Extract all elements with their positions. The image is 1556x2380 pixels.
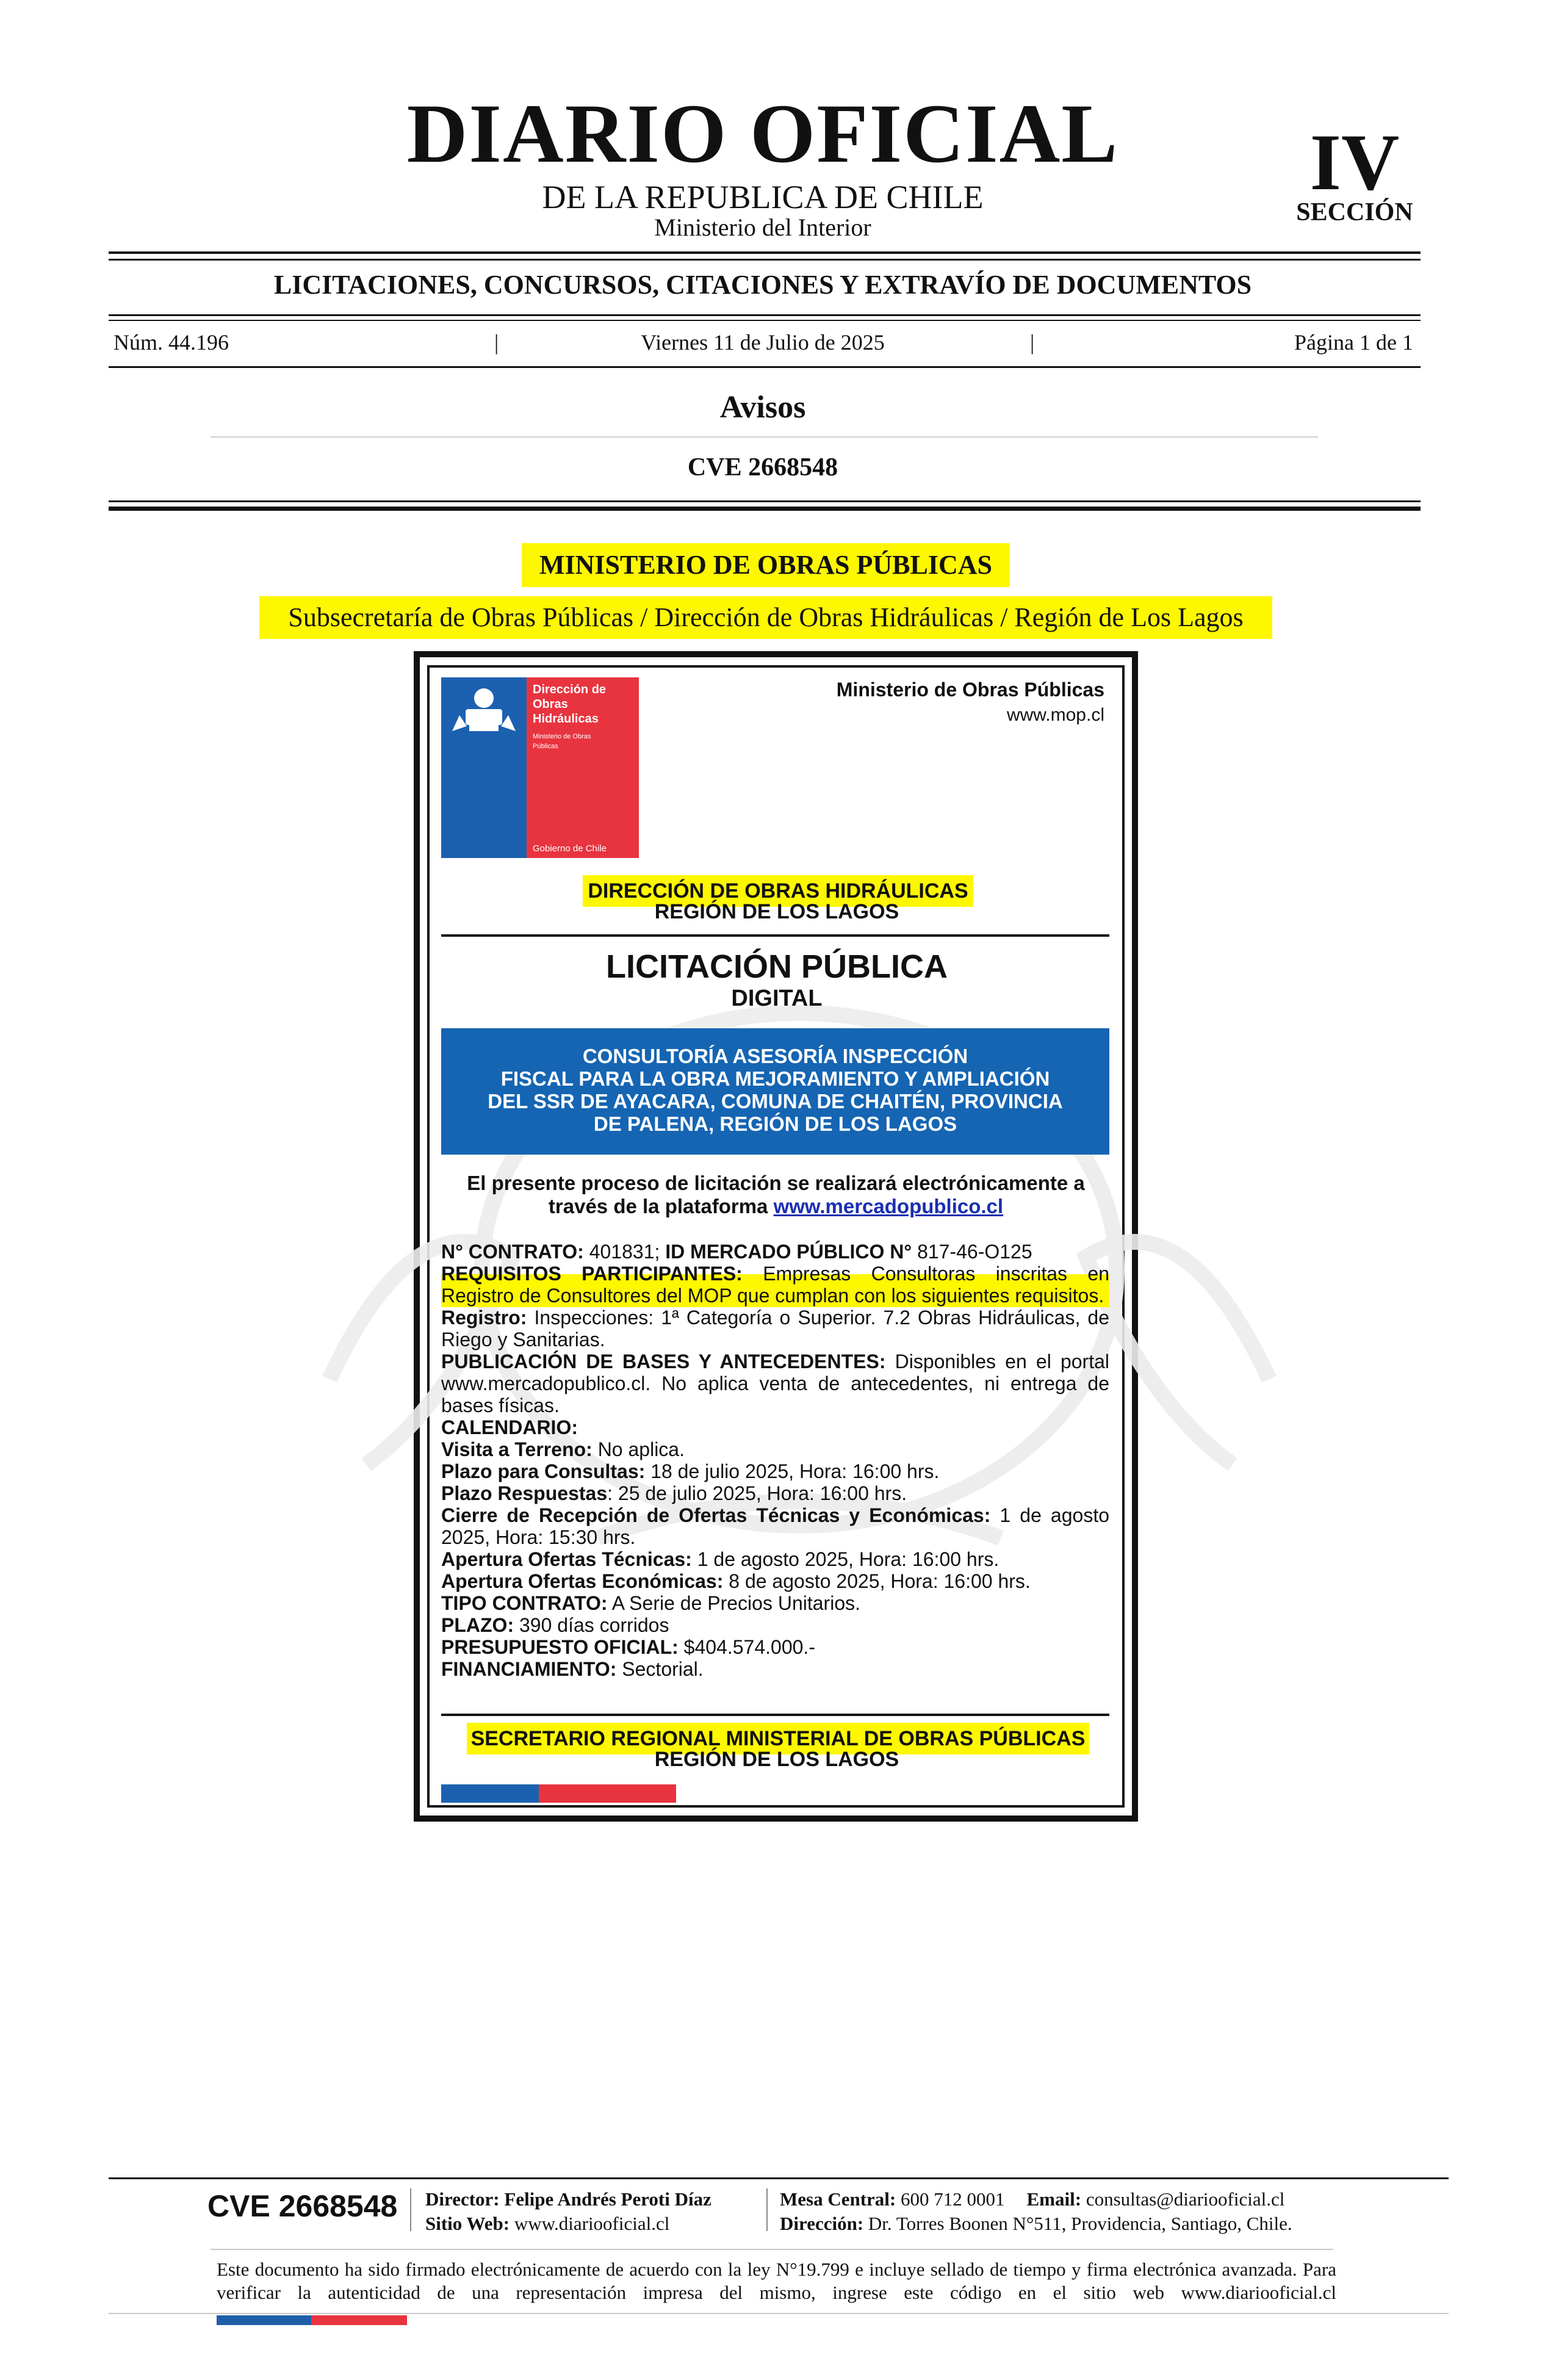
- flag-stripe-red: [539, 1784, 676, 1803]
- divider: [211, 436, 1318, 438]
- project-line: CONSULTORÍA ASESORÍA INSPECCIÓN: [582, 1045, 968, 1067]
- funding-line: FINANCIAMIENTO: Sectorial.: [441, 1658, 704, 1680]
- intro-line: El presente proceso de licitación se realizará electrónicamente a: [467, 1172, 1085, 1194]
- legal-notice: Este documento ha sido firmado electrónicamente de acuerdo con la ley N°19.799 e incluye sellado de tiempo y firma electrónica avanzada. Para verificar la autenticidad de una representación impresa del mismo, ingrese este código en el sitio web www.diariooficial.cl: [217, 2259, 1336, 2303]
- logo-line: Hidráulicas: [533, 712, 599, 726]
- footer-cve-code: CVE 2668548: [207, 2189, 398, 2223]
- requirements-line: REQUISITOS PARTICIPANTES: Empresas Consultoras inscritas en Registro de Consultores del MOP que cumplan con los siguientes requisitos.: [441, 1263, 1110, 1307]
- section-numeral: IV: [1309, 117, 1400, 207]
- issue-number: Núm. 44.196: [113, 330, 229, 355]
- logo-gov: Gobierno de Chile: [533, 843, 607, 854]
- project-line: FISCAL PARA LA OBRA MEJORAMIENTO Y AMPLIACIÓN: [500, 1067, 1050, 1090]
- economic-opening-line: Apertura Ofertas Económicas: 8 de agosto 2025, Hora: 16:00 hrs.: [441, 1570, 1031, 1592]
- intro-text: [452, 1172, 1100, 1218]
- divider: [109, 251, 1421, 254]
- masthead-ministry: Ministerio del Interior: [654, 214, 871, 241]
- footer-director: Director: Felipe Andrés Peroti Díaz: [425, 2188, 711, 2210]
- project-description: [441, 1028, 1109, 1155]
- technical-opening-line: Apertura Ofertas Técnicas: 1 de agosto 2025, Hora: 16:00 hrs.: [441, 1548, 1000, 1570]
- budget-line: PRESUPUESTO OFICIAL: $404.574.000.-: [441, 1636, 815, 1658]
- intro-prefix: través de la plataforma: [548, 1195, 774, 1217]
- term-line: PLAZO: 390 días corridos: [441, 1614, 669, 1636]
- publication-line: PUBLICACIÓN DE BASES Y ANTECEDENTES: Disponibles en el portal www.mercadopublico.cl. No aplica venta de antecedentes, ni entrega de bases físicas.: [441, 1350, 1109, 1416]
- section-label: SECCIÓN: [1296, 198, 1413, 226]
- footer-divider: [211, 2249, 1333, 2250]
- tender-details: [441, 1241, 1109, 1680]
- logo-subline: Públicas: [533, 743, 558, 750]
- tender-subtitle: DIGITAL: [731, 986, 823, 1011]
- infobar-separator: |: [494, 330, 499, 355]
- doh-title: DIRECCIÓN DE OBRAS HIDRÁULICAS: [583, 875, 973, 907]
- tender-title: LICITACIÓN PÚBLICA: [606, 948, 948, 985]
- secretary-title: SECRETARIO REGIONAL MINISTERIAL DE OBRAS PÚBLICAS: [467, 1723, 1089, 1754]
- footer-divider: [109, 2177, 1449, 2179]
- intro-line: [452, 1195, 1100, 1218]
- doh-region: REGIÓN DE LOS LAGOS: [654, 900, 899, 923]
- project-line: DE PALENA, REGIÓN DE LOS LAGOS: [593, 1112, 957, 1135]
- divider: [109, 366, 1421, 368]
- footer-flag-blue: [217, 2315, 311, 2325]
- divider: [441, 1714, 1109, 1716]
- divider: [441, 934, 1109, 937]
- footer-contact: Mesa Central: 600 712 0001 Email: consultas@diariooficial.cl: [780, 2188, 1285, 2210]
- footer-address: Dirección: Dr. Torres Boonen N°511, Providencia, Santiago, Chile.: [780, 2213, 1292, 2234]
- closing-line: Cierre de Recepción de Ofertas Técnicas y Económicas: 1 de agosto 2025, Hora: 15:30 hrs.: [441, 1504, 1110, 1548]
- page-indicator: Página 1 de 1: [1294, 330, 1413, 355]
- notice-category: Avisos: [719, 390, 806, 425]
- registry-line: Registro: Inspecciones: 1ª Categoría o Superior. 7.2 Obras Hidráulicas, de Riego y Sanitarias.: [441, 1307, 1109, 1350]
- issue-date: Viernes 11 de Julio de 2025: [641, 330, 885, 355]
- footer-flag-red: [311, 2315, 407, 2325]
- project-line: DEL SSR DE AYACARA, COMUNA DE CHAITÉN, PROVINCIA: [488, 1090, 1063, 1112]
- logo-line: Obras: [533, 698, 568, 711]
- infobar-separator: |: [1030, 330, 1035, 355]
- mop-website: www.mop.cl: [1006, 705, 1104, 725]
- cve-code: CVE 2668548: [687, 453, 838, 481]
- divider: [109, 320, 1421, 321]
- divider: [109, 500, 1421, 502]
- contract-line: N° CONTRATO: 401831; ID MERCADO PÚBLICO N° 817-46-O125: [441, 1241, 1032, 1263]
- site-visit-line: Visita a Terreno: No aplica.: [441, 1438, 685, 1460]
- footer-divider: [109, 2313, 1449, 2314]
- answers-deadline-line: Plazo Respuestas: 25 de julio 2025, Hora: 16:00 hrs.: [441, 1482, 907, 1504]
- section-heading: LICITACIONES, CONCURSOS, CITACIONES Y EXTRAVÍO DE DOCUMENTOS: [273, 270, 1252, 300]
- divider: [109, 314, 1421, 316]
- logo-subline: Ministerio de Obras: [533, 733, 591, 740]
- mercadopublico-link[interactable]: www.mercadopublico.cl: [773, 1195, 1004, 1217]
- calendar-heading: CALENDARIO:: [441, 1416, 578, 1438]
- divider: [109, 259, 1421, 261]
- contract-type-line: TIPO CONTRATO: A Serie de Precios Unitarios.: [441, 1592, 860, 1614]
- questions-deadline-line: Plazo para Consultas: 18 de julio 2025, Hora: 16:00 hrs.: [441, 1460, 940, 1482]
- flag-stripe-blue: [441, 1784, 539, 1803]
- doh-logo: [441, 677, 639, 858]
- ministry-banner: MINISTERIO DE OBRAS PÚBLICAS: [522, 543, 1010, 587]
- secretary-region: REGIÓN DE LOS LAGOS: [654, 1748, 899, 1771]
- footer-separator: [410, 2188, 411, 2231]
- masthead-subtitle: DE LA REPUBLICA DE CHILE: [542, 179, 984, 215]
- logo-line: Dirección de: [533, 683, 607, 696]
- mop-name: Ministerio de Obras Públicas: [836, 679, 1104, 701]
- masthead-title: DIARIO OFICIAL: [406, 87, 1119, 180]
- divider: [109, 507, 1421, 511]
- subsecretaria-banner: Subsecretaría de Obras Públicas / Dirección de Obras Hidráulicas / Región de Los Lagos: [259, 596, 1272, 639]
- footer-separator: [766, 2188, 768, 2231]
- footer-website: Sitio Web: www.diariooficial.cl: [425, 2213, 670, 2234]
